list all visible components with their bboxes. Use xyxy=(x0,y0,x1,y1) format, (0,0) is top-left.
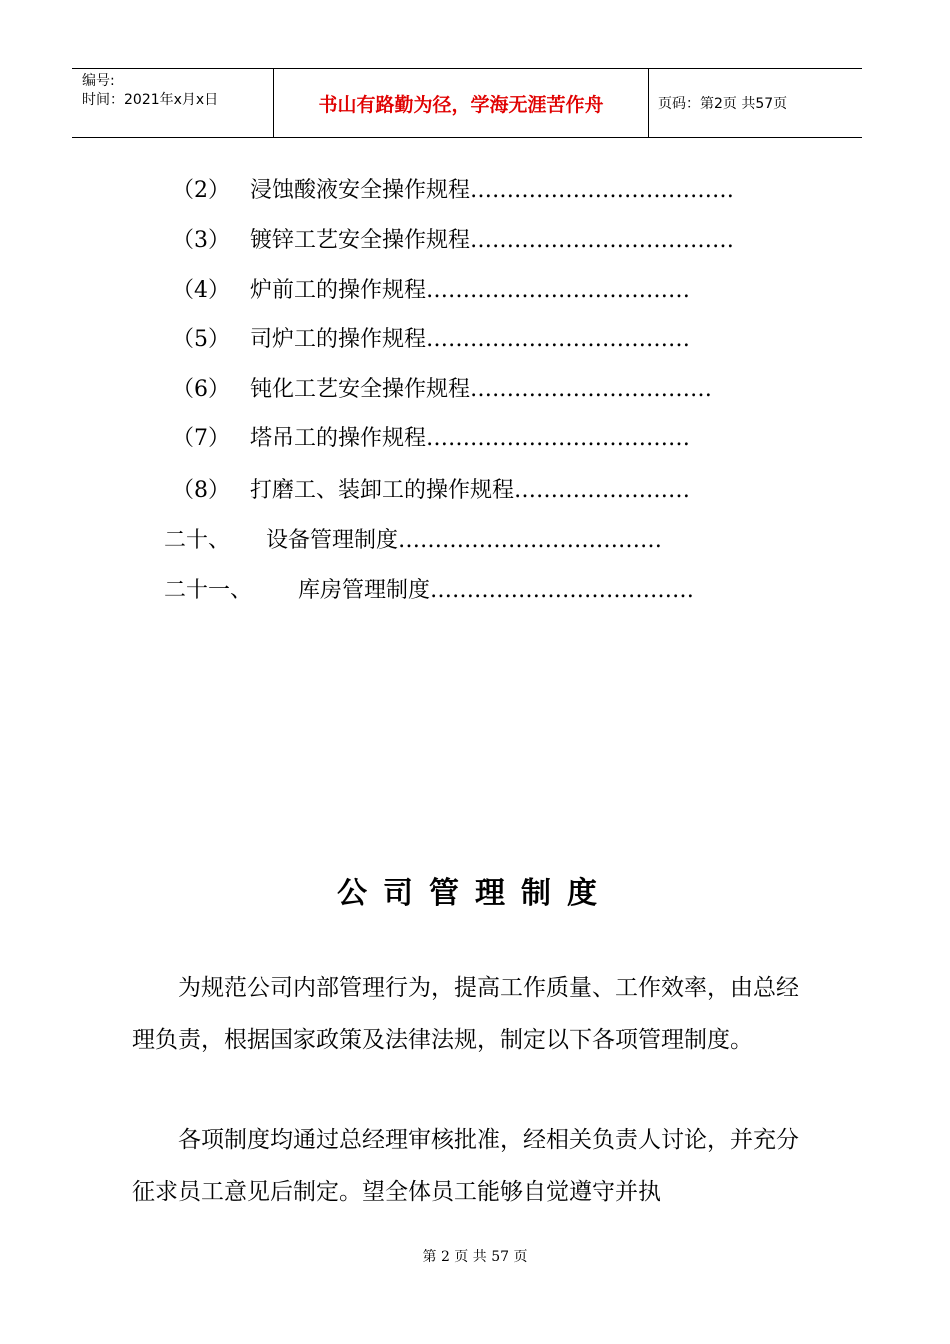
body-paragraph: 为规范公司内部管理行为，提高工作质量、工作效率，由总经理负责，根据国家政策及法律法规，制定以下各项管理制度。 xyxy=(132,975,799,1053)
toc-item-number: （7） xyxy=(172,426,230,451)
toc-item xyxy=(172,325,691,355)
toc-item-number: （5） xyxy=(172,327,230,352)
toc-item xyxy=(172,226,735,256)
header-motto: 书山有路勤为径，学海无涯苦作舟 xyxy=(274,69,649,137)
toc-item-text: 库房管理制度……………………………… xyxy=(298,578,695,603)
toc-item-text: 浸蚀酸液安全操作规程……………………………… xyxy=(250,178,735,203)
body-paragraph: 各项制度均通过总经理审核批准，经相关负责人讨论，并充分征求员工意见后制定。望全体员工能够自觉遵守并执 xyxy=(132,1127,799,1205)
serial-number-label: 编号: xyxy=(82,73,115,89)
time-label: 时间：2021年x月x日 xyxy=(82,92,219,108)
toc-item xyxy=(172,375,713,405)
toc-item xyxy=(172,276,691,306)
toc-item-number: （8） xyxy=(172,478,230,503)
header-meta-cell xyxy=(72,69,274,137)
toc-item-text: 打磨工、装卸工的操作规程…………………… xyxy=(250,478,691,503)
toc-item-number: （4） xyxy=(172,278,230,303)
header-page-number: 页码：第2页 共57页 xyxy=(658,96,788,112)
document-title: 公司管理制度 xyxy=(337,876,613,911)
toc-item xyxy=(164,526,663,556)
toc-item-number: 二十、 xyxy=(164,528,231,553)
toc-item-number: （2） xyxy=(172,178,230,203)
toc-item-text: 钝化工艺安全操作规程…………………………… xyxy=(250,377,713,402)
toc-item xyxy=(164,576,695,606)
toc-item xyxy=(172,176,735,206)
toc-item-number: （3） xyxy=(172,228,230,253)
page-header xyxy=(72,68,862,138)
toc-item-text: 司炉工的操作规程……………………………… xyxy=(250,327,691,352)
page-footer: 第 2 页 共 57 页 xyxy=(422,1249,528,1265)
toc-item-number: 二十一、 xyxy=(164,578,253,603)
toc-item-text: 镀锌工艺安全操作规程……………………………… xyxy=(250,228,735,253)
toc-item xyxy=(172,424,691,454)
toc-item-number: （6） xyxy=(172,377,230,402)
toc-item-text: 设备管理制度……………………………… xyxy=(266,528,663,553)
toc-item-text: 炉前工的操作规程……………………………… xyxy=(250,278,691,303)
toc-item xyxy=(172,476,691,506)
toc-item-text: 塔吊工的操作规程……………………………… xyxy=(250,426,691,451)
